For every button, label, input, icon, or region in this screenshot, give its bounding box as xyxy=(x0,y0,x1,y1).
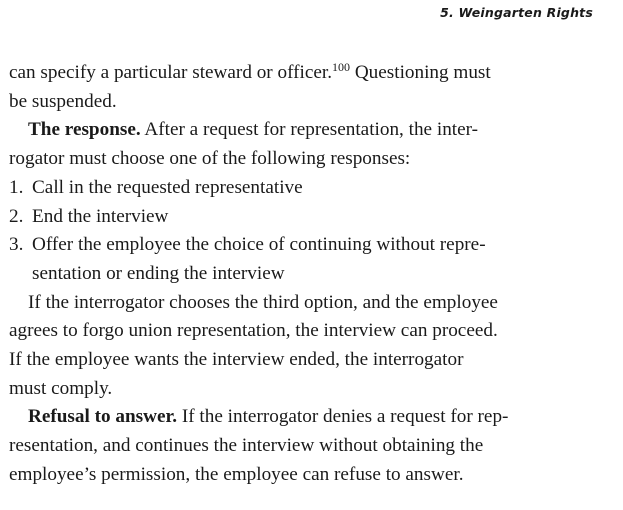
run-in-heading-refusal: Refusal to answer. xyxy=(28,406,178,428)
paragraph-4-line-2: resentation, and continues the interview without obtaining the xyxy=(9,435,484,457)
list-item-continuation: sentation or ending the interview xyxy=(32,262,285,284)
paragraph-3-line-4: must comply. xyxy=(9,377,113,399)
paragraph-2-line-1 xyxy=(9,116,595,145)
paragraph-4-line-1 xyxy=(9,403,595,432)
list-item xyxy=(9,231,595,260)
list-text: Offer the employee the choice of continuing without repre- xyxy=(32,234,486,256)
paragraph-3-line-3: If the employee wants the interview ended, the interrogator xyxy=(9,349,464,371)
paragraph-1-line-1 xyxy=(9,59,595,88)
text-span: If the interrogator denies a request for rep- xyxy=(177,406,509,428)
text-span: Questioning must xyxy=(350,62,491,83)
text-span: After a request for representation, the inter- xyxy=(140,119,479,141)
footnote-reference: 100 xyxy=(332,59,351,74)
paragraph-2-line-2: rogator must choose one of the following responses: xyxy=(9,148,411,170)
paragraph-3-line-1: If the interrogator chooses the third option, and the employee xyxy=(28,291,498,313)
list-item xyxy=(9,203,595,232)
page-body xyxy=(9,59,595,490)
list-number: 1. xyxy=(9,176,24,198)
running-head: 5. Weingarten Rights xyxy=(440,5,593,20)
paragraph-1-line-2: be suspended. xyxy=(9,90,117,112)
list-item xyxy=(9,174,595,203)
text-span: can specify a particular steward or officer. xyxy=(9,62,333,83)
paragraph-3-line-2: agrees to forgo union representation, the interview can proceed. xyxy=(9,320,498,342)
list-number: 3. xyxy=(9,234,24,256)
list-number: 2. xyxy=(9,205,24,227)
list-text: End the interview xyxy=(32,205,169,227)
list-text: Call in the requested representative xyxy=(32,176,303,198)
paragraph-4-line-3: employee’s permission, the employee can refuse to answer. xyxy=(9,463,464,485)
run-in-heading-response: The response. xyxy=(28,119,141,141)
